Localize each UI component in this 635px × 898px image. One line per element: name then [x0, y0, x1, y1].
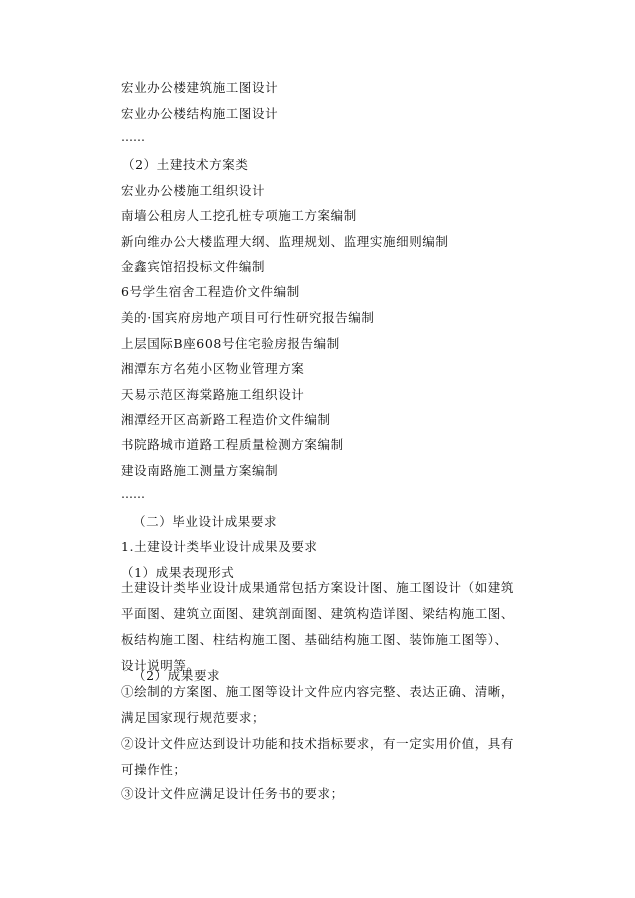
- list-item: 宏业办公楼结构施工图设计: [121, 106, 279, 121]
- list-item: 书院路城市道路工程质量检测方案编制: [121, 437, 344, 452]
- list-item: 天易示范区海棠路施工组织设计: [121, 387, 305, 402]
- subsection-heading: （2）成果要求: [133, 668, 221, 683]
- list-item: 新向维办公大楼监理大纲、监理规划、监理实施细则编制: [121, 234, 449, 249]
- list-item: 湘潭东方名苑小区物业管理方案: [121, 361, 305, 376]
- list-item: 上层国际B座608号住宅验房报告编制: [121, 336, 340, 351]
- paragraph-form: 土建设计类毕业设计成果通常包括方案设计图、施工图设计（如建筑平面图、建筑立面图、建筑剖面图、建筑构造详图、梁结构施工图、板结构施工图、柱结构施工图、基础结构施工图、装饰施工图等）、设计说明等。: [121, 580, 515, 673]
- ellipsis: ……: [121, 487, 145, 501]
- requirement-item: ①绘制的方案图、施工图等设计文件应内容完整、表达正确、清晰，满足国家现行规范要求；: [121, 684, 515, 725]
- section-heading: （2）土建技术方案类: [122, 157, 249, 172]
- section-heading: （二）毕业设计成果要求: [133, 514, 278, 529]
- list-item: 6号学生宿舍工程造价文件编制: [121, 284, 300, 299]
- list-item: 宏业办公楼施工组织设计: [121, 183, 266, 198]
- requirement-item: ③设计文件应满足设计任务书的要求；: [121, 786, 344, 801]
- list-item: 金鑫宾馆招投标文件编制: [121, 259, 266, 274]
- ellipsis: ……: [121, 130, 145, 144]
- list-item: 建设南路施工测量方案编制: [121, 463, 279, 478]
- list-item: 宏业办公楼建筑施工图设计: [121, 80, 279, 95]
- requirement-item: ②设计文件应达到设计功能和技术指标要求，有一定实用价值，具有可操作性；: [121, 736, 515, 777]
- list-item: 南墙公租房人工挖孔桩专项施工方案编制: [121, 208, 357, 223]
- subsection-heading: 1.土建设计类毕业设计成果及要求: [121, 539, 318, 554]
- list-item: 湘潭经开区高新路工程造价文件编制: [121, 412, 331, 427]
- subsection-heading: （1）成果表现形式: [121, 565, 235, 580]
- list-item: 美的·国宾府房地产项目可行性研究报告编制: [121, 310, 375, 325]
